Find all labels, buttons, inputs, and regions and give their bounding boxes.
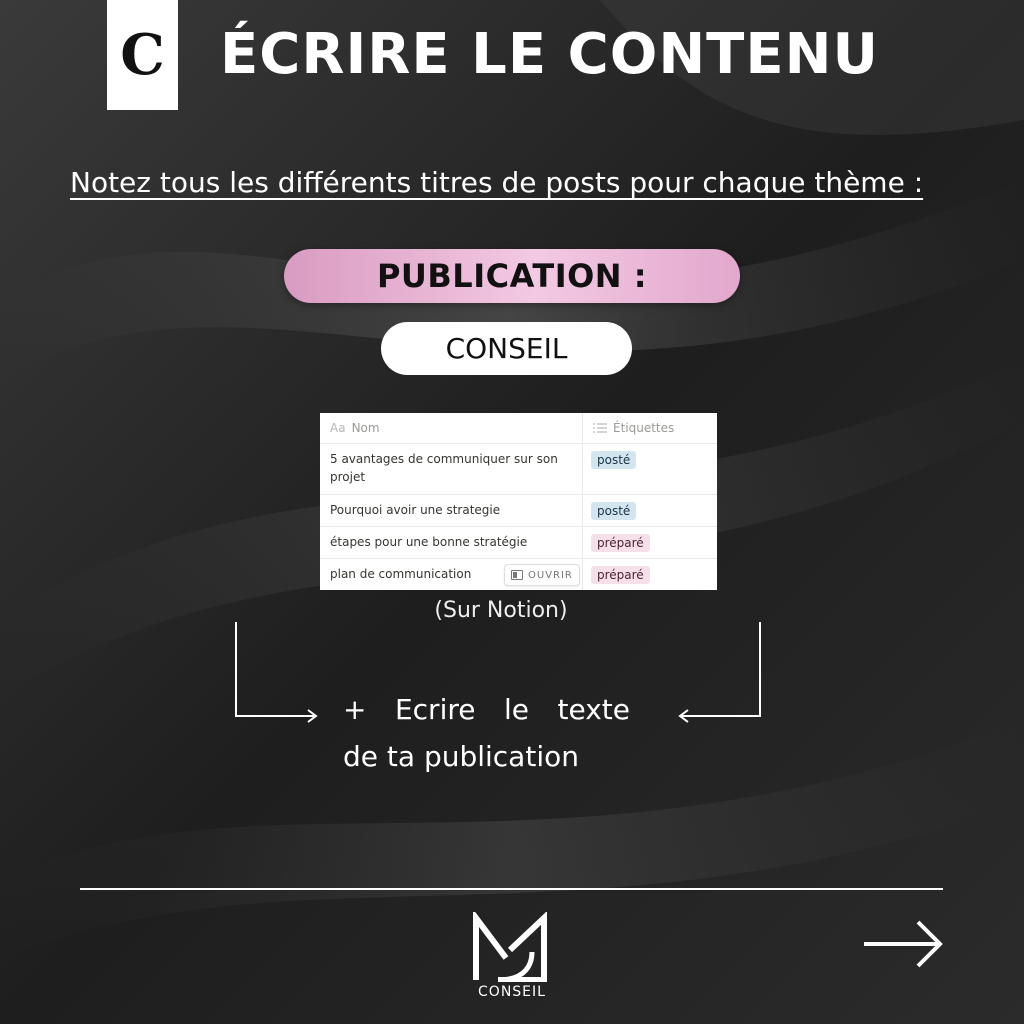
cta-word-1: Ecrire <box>394 693 476 726</box>
caption: (Sur Notion) <box>434 598 568 623</box>
cta-word-3: texte <box>557 693 630 726</box>
open-button-label: OUVRIR <box>528 569 573 581</box>
list-icon <box>593 423 607 433</box>
page-title: ÉCRIRE LE CONTENU <box>220 22 879 87</box>
cta-line-2: de ta publication <box>343 740 579 773</box>
arrow-right-icon[interactable] <box>862 918 946 970</box>
md-monogram-icon <box>470 912 554 982</box>
cta-plus: + <box>343 693 367 726</box>
column-name <box>320 413 583 443</box>
row-title: 5 avantages de communiquer sur son projet <box>320 444 583 494</box>
instruction-label: Notez tous les différents titres de posts pour chaque thème : <box>70 166 924 199</box>
open-panel-icon <box>511 570 523 580</box>
status-tag: préparé <box>591 566 650 584</box>
text-type-icon: Aa <box>330 421 346 435</box>
left-connector-arrow-icon <box>230 620 322 725</box>
row-title: plan de communication <box>320 559 583 590</box>
table-row[interactable] <box>320 444 717 495</box>
cta-text <box>343 686 630 780</box>
brand-logo <box>470 912 554 1006</box>
column-tags <box>583 413 717 443</box>
brand-word: CONSEIL <box>478 984 546 1000</box>
logo-letter: C <box>120 22 165 88</box>
right-connector-arrow-icon <box>674 620 766 725</box>
instruction-text <box>70 160 930 206</box>
theme-label: CONSEIL <box>445 332 568 365</box>
column-tags-label: Étiquettes <box>613 421 675 435</box>
cta-word-2: le <box>503 693 529 726</box>
theme-pill <box>381 322 632 375</box>
publication-label: PUBLICATION : <box>376 257 648 295</box>
table-row[interactable] <box>320 559 717 590</box>
table-row[interactable] <box>320 495 717 527</box>
status-tag: préparé <box>591 534 650 552</box>
table-header <box>320 413 717 444</box>
logo-badge <box>107 0 178 110</box>
status-tag: posté <box>591 502 636 520</box>
row-title: Pourquoi avoir une strategie <box>320 495 583 526</box>
table-row[interactable] <box>320 527 717 559</box>
notion-table-screenshot <box>320 413 717 590</box>
row-title: étapes pour une bonne stratégie <box>320 527 583 558</box>
column-name-label: Nom <box>351 421 380 435</box>
divider <box>80 888 943 890</box>
open-button[interactable] <box>504 564 580 586</box>
publication-pill <box>284 249 740 303</box>
status-tag: posté <box>591 451 636 469</box>
